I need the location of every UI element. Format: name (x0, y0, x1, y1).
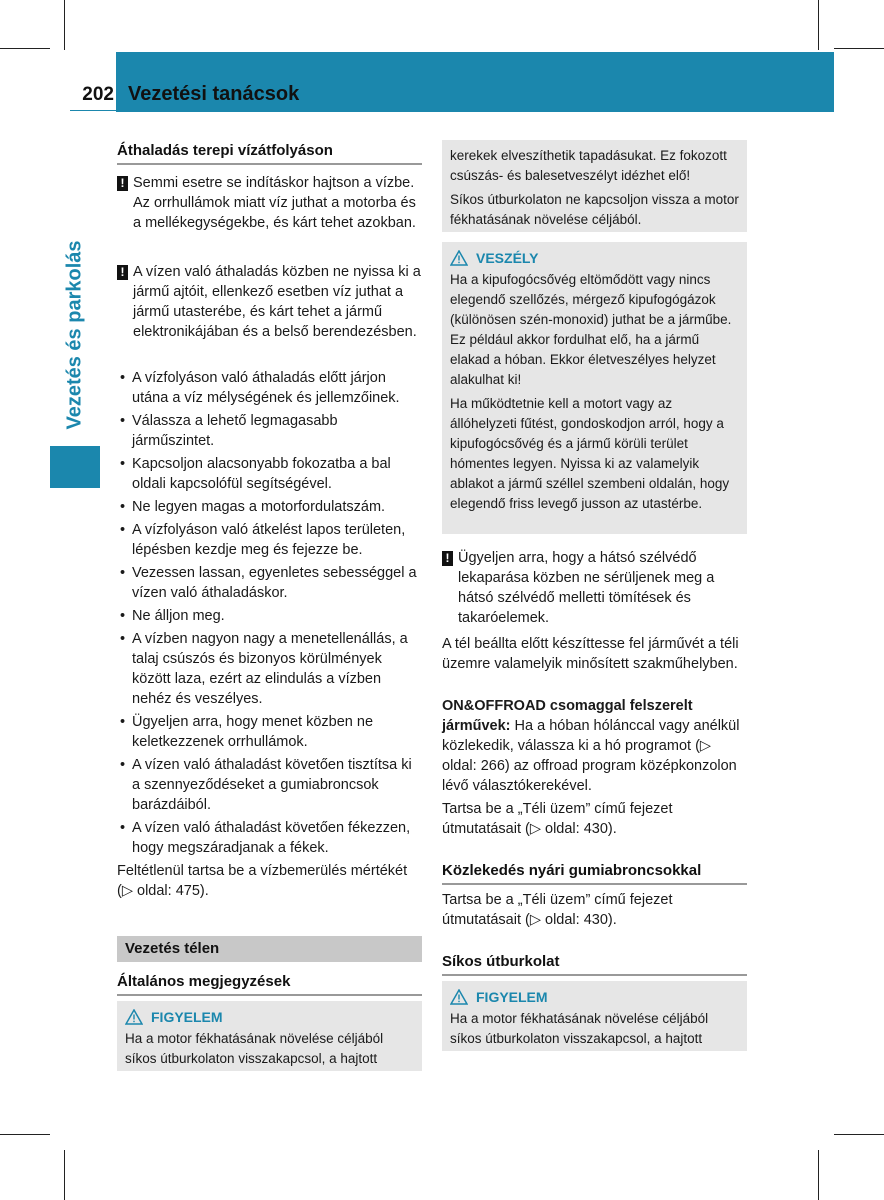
warning-text: Semmi esetre se indításkor hajtson a vízbe. Az orrhullámok miatt víz juthat a motorba és a mellékegységekbe, és kárt tehet azokban. (133, 175, 416, 231)
crop-mark (64, 0, 65, 50)
paragraph: Feltétlenül tartsa be a vízbemerülés mértékét (▷ oldal: 475). (117, 863, 408, 899)
page-number: 202 (82, 84, 114, 105)
list-item: • A vízben nagyon nagy a menetellenállás, a talaj csúszós és bizonyos körülmények között laza, ezért az elindulás a vízben nehéz és veszélyes. (117, 629, 422, 709)
danger-text: Ha működtetnie kell a motort vagy az állóhelyzeti fűtést, gondoskodjon arról, hogy a kipufogócsővég és a jármű körüli terület hómentes legyen. Nyissa ki az valamelyik ablakot a jármű széllel szembeni oldalán, hogy elegendő friss levegő jusson az utastérbe. (450, 396, 730, 511)
warning-triangle-icon (450, 989, 468, 1005)
list-item: • Ügyeljen arra, hogy menet közben ne keletkezzenek orrhullámok. (117, 712, 422, 752)
warning-triangle-icon (450, 250, 468, 266)
crop-mark (834, 1134, 884, 1135)
danger-box (442, 242, 747, 534)
subsection-heading: Közlekedés nyári gumiabroncsokkal (442, 862, 747, 885)
exclamation-icon: ! (117, 176, 128, 191)
paragraph: Tartsa be a „Téli üzem” című fejezet útmutatásait (▷ oldal: 430). (442, 892, 673, 928)
exclamation-icon: ! (442, 551, 453, 566)
continued-caution-box (442, 140, 747, 232)
crop-mark (0, 1134, 50, 1135)
warning-note (442, 548, 748, 628)
crop-mark (834, 48, 884, 49)
warning-text: A vízen való áthaladás közben ne nyissa ki a jármű ajtóit, ellenkező esetben víz juthat a jármű utasterébe, és kárt tehet a jármű elektronikájában és a belső berendezésben. (133, 264, 421, 340)
crop-mark (64, 1150, 65, 1200)
warning-text: Ügyeljen arra, hogy a hátsó szélvédő lekaparása közben ne sérüljenek meg a hátsó szélvédő melletti tömítések és takaróelemek. (458, 550, 715, 626)
paragraph-text: Ha a hóban hólánccal vagy anélkül közlekedik, válassza ki a hó programot (▷ oldal: 266) az offroad program középkonzolon lévő választókerekével. (442, 718, 740, 794)
section-heading-water: Áthaladás terepi vízátfolyáson (117, 142, 422, 165)
list-item: • Válassza a lehető legmagasabb járműszintet. (117, 411, 422, 451)
section-bar-heading: Vezetés télen (117, 936, 422, 962)
caution-text: Ha a motor fékhatásának növelése céljából síkos útburkolaton visszakapcsol, a hajtott (125, 1031, 384, 1066)
paragraph-bold-lead: ON&OFFROAD csomaggal felszerelt járművek: (442, 698, 693, 734)
subsection-heading: Általános megjegyzések (117, 973, 422, 996)
danger-text: Ha a kipufogócsővég eltömődött vagy nincs elegendő szellőzés, mérgező kipufogógázok (különösen szén-monoxid) juthat be a járműbe. Ez például akkor fordulhat elő, ha a jármű elakad a hóban. Ekkor életveszélyes helyzet alakulhat ki! (450, 272, 732, 387)
list-item: • Kapcsoljon alacsonyabb fokozatba a bal oldali kapcsolófül segítségével. (117, 454, 422, 494)
side-tab-strip (50, 446, 100, 488)
list-item: • Ne legyen magas a motorfordulatszám. (117, 497, 422, 517)
header-divider (70, 110, 834, 111)
caution-text: Síkos útburkolaton ne kapcsoljon vissza a motor fékhatásának növelése céljából. (450, 192, 739, 227)
paragraph: A tél beállta előtt készíttesse fel járművét a téli üzemre valamelyik minősített szakműhelyben. (442, 636, 739, 672)
page-title: Vezetési tanácsok (128, 83, 300, 105)
crop-mark (0, 48, 50, 49)
warning-triangle-icon (125, 1009, 143, 1025)
list-item: • A vízen való áthaladást követően tisztítsa ki a szennyeződéseket a gumiabroncsok barázdáiból. (117, 755, 422, 815)
side-tab-label: Vezetés és parkolás (63, 240, 86, 430)
caution-text: Ha a motor fékhatásának növelése céljából síkos útburkolaton visszakapcsol, a hajtott (450, 1011, 709, 1046)
caution-box (117, 1001, 422, 1071)
warning-note (117, 173, 423, 233)
danger-label: VESZÉLY (476, 250, 539, 266)
crop-mark (818, 0, 819, 50)
caution-box (442, 981, 747, 1051)
crop-mark (818, 1150, 819, 1200)
list-item: • Vezessen lassan, egyenletes sebességgel a vízen való áthaladáskor. (117, 563, 422, 603)
list-item: • A vízfolyáson való áthaladás előtt járjon utána a víz mélységének és jellemzőinek. (117, 368, 422, 408)
list-item: • Ne álljon meg. (117, 606, 422, 626)
list-item: • A vízen való áthaladást követően fékezzen, hogy megszáradjanak a fékek. (117, 818, 422, 858)
paragraph (442, 696, 747, 796)
paragraph: Tartsa be a „Téli üzem” című fejezet útmutatásait (▷ oldal: 430). (442, 801, 673, 837)
warning-note (117, 262, 423, 342)
exclamation-icon: ! (117, 265, 128, 280)
subsection-heading: Síkos útburkolat (442, 953, 747, 976)
caution-label: FIGYELEM (151, 1009, 223, 1025)
bullet-list (117, 368, 422, 861)
caution-label: FIGYELEM (476, 989, 548, 1005)
caution-text: kerekek elveszíthetik tapadásukat. Ez fokozott csúszás- és balesetveszélyt idézhet elő! (450, 148, 727, 183)
list-item: • A vízfolyáson való átkelést lapos területen, lépésben kezdje meg és fejezze be. (117, 520, 422, 560)
